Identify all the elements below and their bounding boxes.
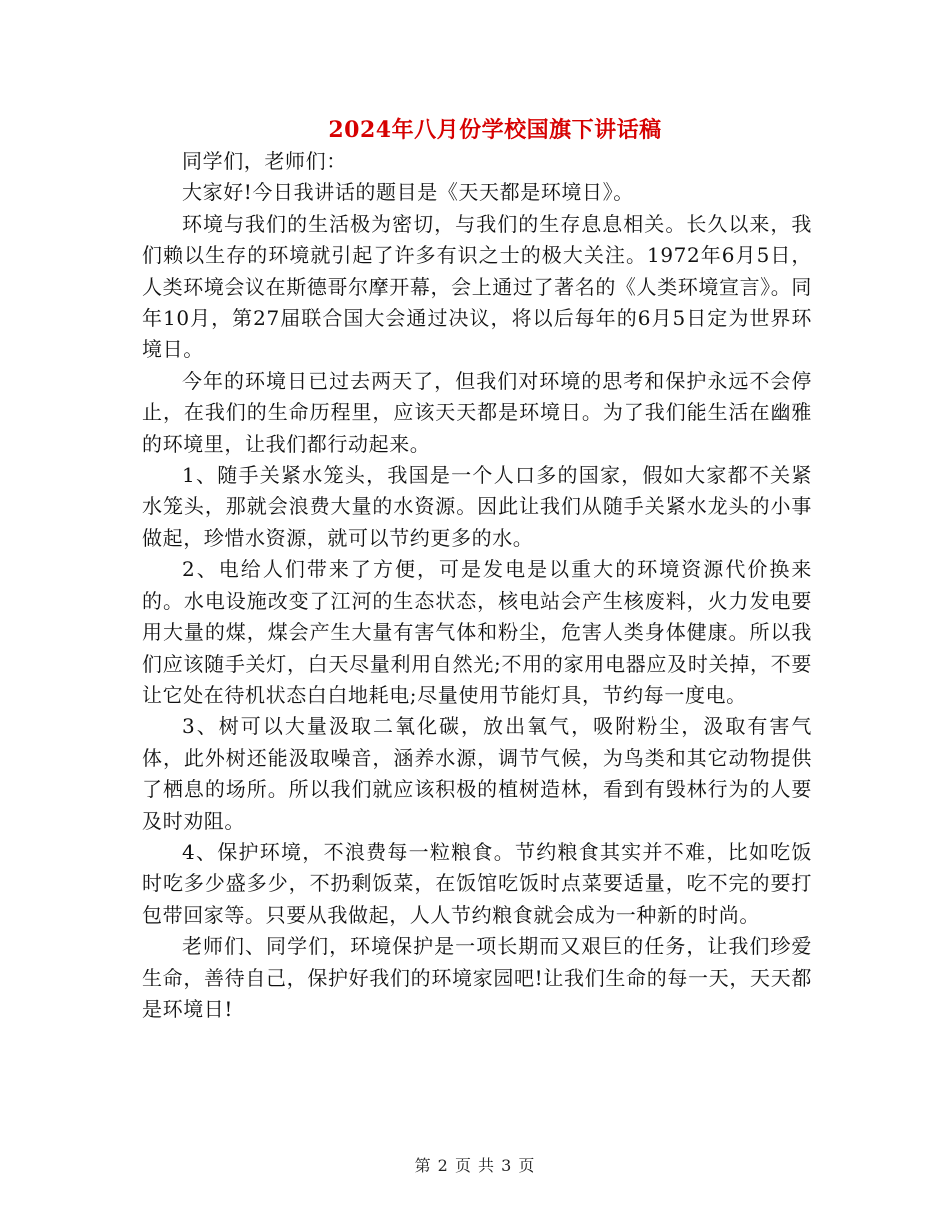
paragraph-greeting: 同学们，老师们： xyxy=(182,149,347,173)
paragraph-point-water: 1、随手关紧水笼头，我国是一个人口多的国家，假如大家都不关紧水笼头，那就会浪费大量的水资源。因此让我们从随手关紧水龙头的小事做起，珍惜水资源，就可以节约更多的水。 xyxy=(142,463,812,550)
paragraph-topic: 大家好!今日我讲话的题目是《天天都是环境日》。 xyxy=(182,180,634,205)
paragraph-point-trees: 3、树可以大量汲取二氧化碳，放出氧气，吸附粉尘，汲取有害气体，此外树还能汲取噪音，涵养水源，调节气候，为鸟类和其它动物提供了栖息的场所。所以我们就应该积极的植树造林，看到有毁林行为的人要及时劝阻。 xyxy=(142,714,812,833)
document-body xyxy=(142,146,812,1025)
document-title: 2024年八月份学校国旗下讲话稿 xyxy=(328,117,662,143)
paragraph-closing: 老师们、同学们，环境保护是一项长期而又艰巨的任务，让我们珍爱生命，善待自己，保护好我们的环境家园吧!让我们生命的每一天，天天都是环境日! xyxy=(142,934,812,1021)
paragraph-call-to-action: 今年的环境日已过去两天了，但我们对环境的思考和保护永远不会停止，在我们的生命历程里，应该天天都是环境日。为了我们能生活在幽雅的环境里，让我们都行动起来。 xyxy=(142,368,812,456)
page-footer: 第 2 页 共 3 页 xyxy=(414,1156,536,1175)
paragraph-point-electricity: 2、电给人们带来了方便，可是发电是以重大的环境资源代价换来的。水电设施改变了江河的生态状态，核电站会产生核废料，火力发电要用大量的煤，煤会产生大量有害气体和粉尘，危害人类身体健康。所以我们应该随手关灯，白天尽量利用自然光;不用的家用电器应及时关掉，不要让它处在待机状态白白地耗电;尽量使用节能灯具，节约每一度电。 xyxy=(142,557,812,707)
paragraph-point-food: 4、保护环境，不浪费每一粒粮食。节约粮食其实并不难，比如吃饭时吃多少盛多少，不扔剩饭菜，在饭馆吃饭时点菜要适量，吃不完的要打包带回家等。只要从我做起，人人节约粮食就会成为一种新的时尚。 xyxy=(142,839,812,927)
paragraph-intro: 环境与我们的生活极为密切，与我们的生存息息相关。长久以来，我们赖以生存的环境就引起了许多有识之士的极大关注。1972年6月5日，人类环境会议在斯德哥尔摩开幕，会上通过了著名的《人类环境宣言》。同年10月，第27届联合国大会通过决议，将以后每年的6月5日定为世界环境日。 xyxy=(142,211,812,362)
